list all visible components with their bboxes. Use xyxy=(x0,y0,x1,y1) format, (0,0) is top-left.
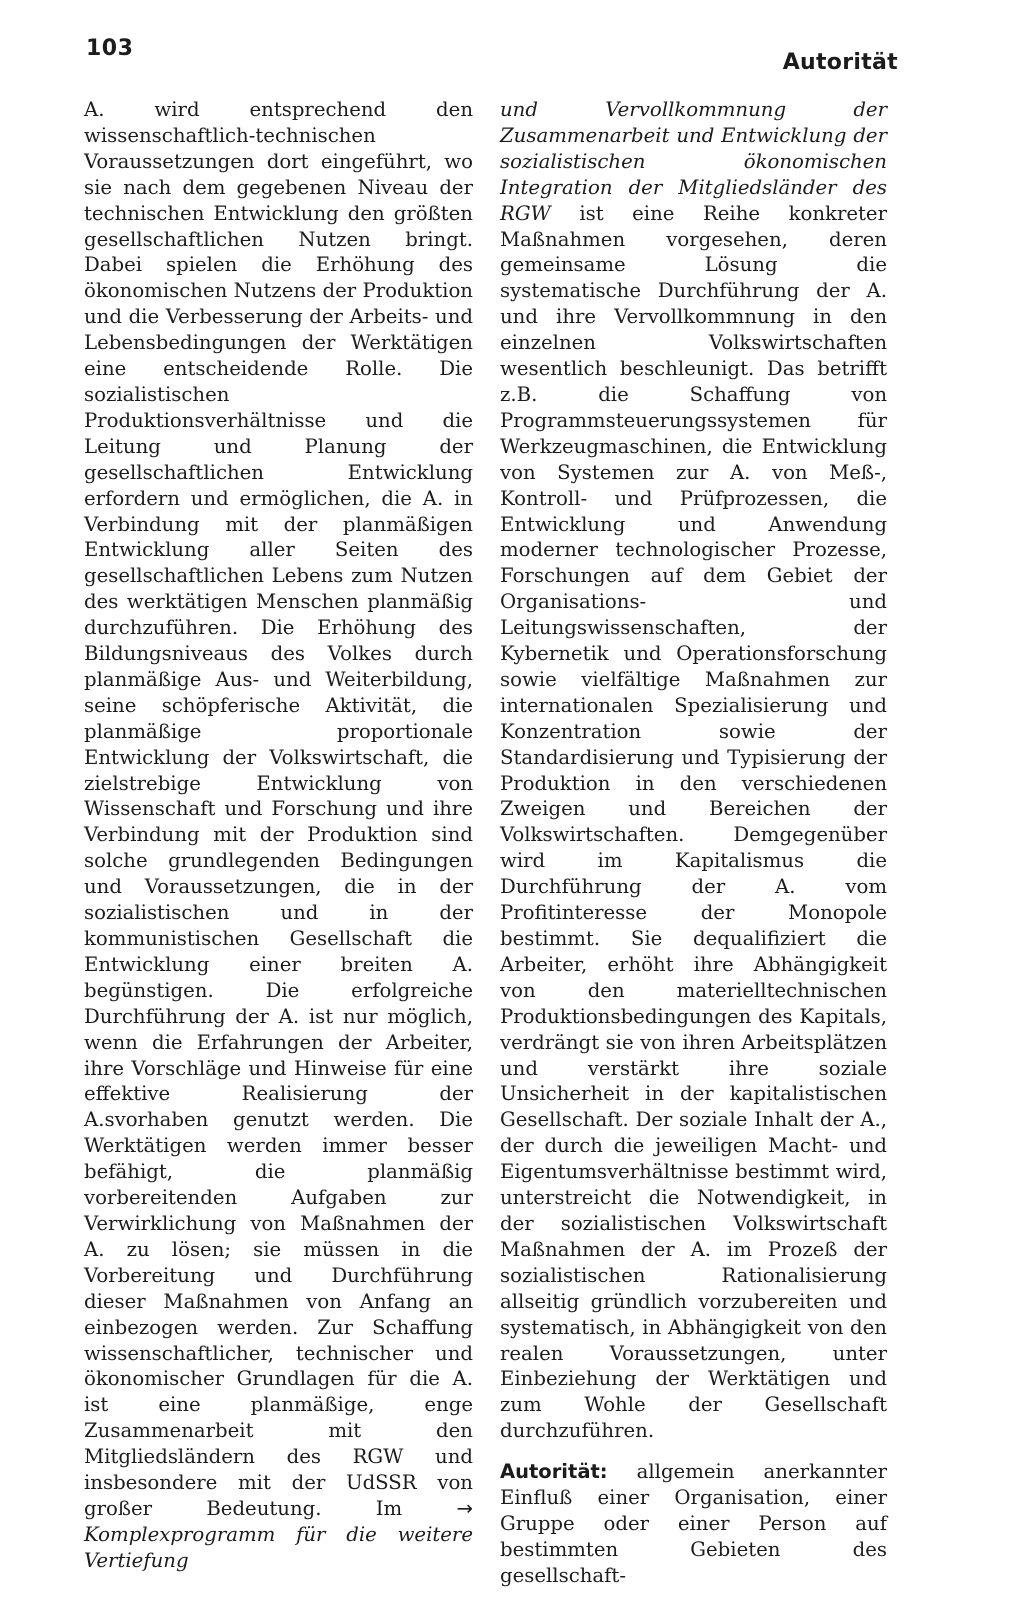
right-column xyxy=(500,97,887,1589)
cross-reference-arrow: → xyxy=(456,1496,473,1520)
running-head: Autorität xyxy=(782,50,898,75)
page-number: 103 xyxy=(86,36,134,61)
left-column-text: A. wird entsprechend den wissenschaftlich-technischen Voraussetzungen dort eingeführt, wo sie nach dem gegebenen Niveau der technischen Entwicklung den größten gesellschaftlichen Nutzen bringt. Dabei spielen die Erhöhung des ökonomischen Nutzens der Produktion und die Verbesserung der Arbeits- und Lebensbedingungen der Werktätigen eine entscheidende Rolle. Die sozialistischen Produktionsverhältnisse und die Leitung und Planung der gesellschaftlichen Entwicklung erfordern und ermöglichen, die A. in Verbindung mit der planmäßigen Entwicklung aller Seiten des gesellschaftlichen Lebens zum Nutzen des werktätigen Menschen planmäßig durchzuführen. Die Erhöhung des Bildungsniveaus des Volkes durch planmäßige Aus- und Weiterbildung, seine schöpferische Aktivität, die planmäßige proportionale Entwicklung der Volkswirtschaft, die zielstrebige Entwicklung von Wissenschaft und Forschung und ihre Verbindung mit der Produktion sind solche grundlegenden Bedingungen und Voraussetzungen, die in der sozialistischen und in der kommunistischen Gesellschaft die Entwicklung einer breiten A. begünstigen. Die erfolgreiche Durchführung der A. ist nur möglich, wenn die Erfahrungen der Arbeiter, ihre Vorschläge und Hinweise für eine effektive Realisierung der A.svorhaben genutzt werden. Die Werktätigen werden immer besser befähigt, die planmäßig vorbereitenden Aufgaben zur Verwirklichung von Maßnahmen der A. zu lösen; sie müssen in die Vorbereitung und Durchführung dieser Maßnahmen von Anfang an einbezogen werden. Zur Schaffung wissenschaftlicher, technischer und ökonomischer Grundlagen für die A. ist eine planmäßige, enge Zusammenarbeit mit den Mitgliedsländern des RGW und insbesondere mit der UdSSR von großer Bedeutung. Im xyxy=(84,98,473,1520)
dictionary-entry-autoritaet xyxy=(500,1459,887,1589)
right-column-paragraph xyxy=(500,97,887,1444)
left-column xyxy=(84,97,473,1574)
cross-reference-italic: Komplexprogramm für die weitere Vertiefung xyxy=(84,1522,473,1572)
cross-reference-italic-continued: und Vervollkommnung der Zusammenarbeit und Entwicklung der sozialistischen ökonomischen Integration der Mitgliedsländer des RGW xyxy=(500,98,887,225)
right-column-text: ist eine Reihe konkreter Maßnahmen vorgesehen, deren gemeinsame Lösung die systematische Durchführung der A. und ihre Vervollkommnung in den einzelnen Volkswirtschaften wesentlich beschleunigt. Das betrifft z.B. die Schaffung von Programmsteuerungssystemen für Werkzeugmaschinen, die Entwicklung von Systemen zur A. von Meß-, Kontroll- und Prüfprozessen, die Entwicklung und Anwendung moderner technologischer Prozesse, Forschungen auf dem Gebiet der Organisations- und Leitungswissenschaften, der Kybernetik und Operationsforschung sowie vielfältige Maßnahmen zur internationalen Spezialisierung und Konzentration sowie der Standardisierung und Typisierung der Produktion in den verschiedenen Zweigen und Bereichen der Volkswirtschaften. Demgegenüber wird im Kapitalismus die Durchführung der A. vom Profitinteresse der Monopole bestimmt. Sie dequalifiziert die Arbeiter, erhöht ihre Abhängigkeit von den materielltechnischen Produktionsbedingungen des Kapitals, verdrängt sie von ihren Arbeitsplätzen und verstärkt ihre soziale Unsicherheit in der kapitalistischen Gesellschaft. Der soziale Inhalt der A., der durch die jeweiligen Macht- und Eigentumsverhältnisse bestimmt wird, unterstreicht die Notwendigkeit, in der sozialistischen Volkswirtschaft Maßnahmen der A. im Prozeß der sozialistischen Rationalisierung allseitig gründlich vorzubereiten und systematisch, in Abhängigkeit von den realen Voraussetzungen, unter Einbeziehung der Werktätigen und zum Wohle der Gesellschaft durchzuführen. xyxy=(500,201,887,1443)
entry-headword: Autorität: xyxy=(500,1460,608,1484)
entry-definition: allgemein anerkannter Einfluß einer Organisation, einer Gruppe oder einer Person auf bestimmten Gebieten des gesellschaft- xyxy=(500,1460,888,1587)
left-column-paragraph xyxy=(84,97,473,1574)
